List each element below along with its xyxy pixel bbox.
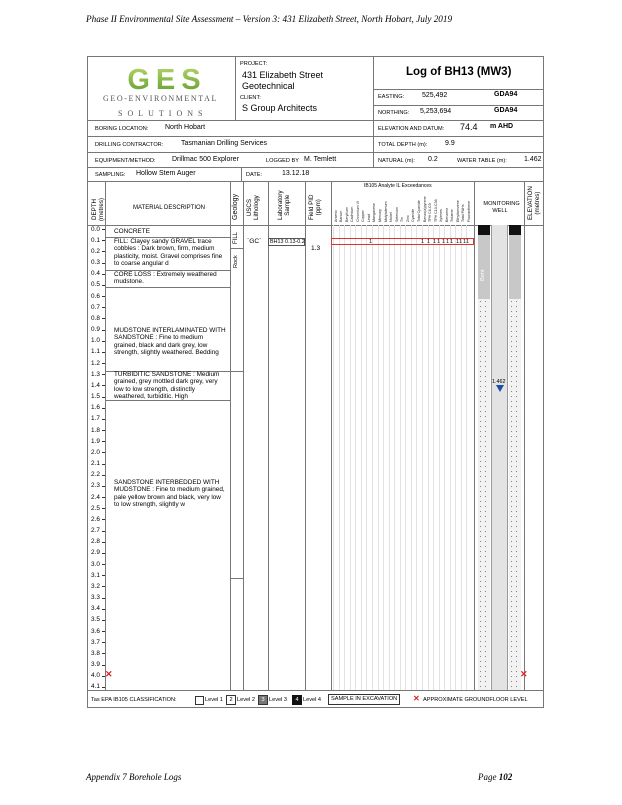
geology-fill-label: FILL [233, 231, 239, 244]
legend-approx-ground: APPROXIMATE GROUNDFLOOR LEVEL [423, 697, 528, 703]
exceedance-mark: 1 [433, 239, 436, 245]
logged-by-value: M. Temlett [304, 156, 337, 163]
analyte-header: IB105 Analyte IL Exceedances [364, 183, 432, 189]
well-casing-top-right [509, 225, 521, 235]
depth-tick [102, 519, 105, 520]
depth-tick [102, 318, 105, 319]
well-seal-right [509, 235, 521, 299]
depth-tick [102, 598, 105, 599]
depth-tick-label: 3.4 [91, 605, 100, 613]
depth-tick [102, 430, 105, 431]
log-title: Log of BH13 (MW3) [406, 66, 512, 78]
analyte-header-label: Zinc [405, 215, 410, 222]
depth-tick-label: 2.5 [91, 504, 100, 512]
field-pid-column-header: Field PID (ppm) [308, 194, 322, 220]
depth-tick [102, 586, 105, 587]
depth-tick [102, 285, 105, 286]
legend-level2-swatch: 2 [226, 695, 236, 705]
ges-logo-mark [112, 64, 222, 92]
depth-tick-label: 0.2 [91, 247, 100, 255]
project-label: PROJECT: [240, 61, 268, 67]
exceedance-mark: 1 [442, 239, 445, 245]
analyte-header-label: Cyanide [411, 208, 416, 222]
analyte-header-label: Total Cyanide [416, 200, 421, 222]
depth-tick [102, 419, 105, 420]
depth-tick-label: 1.5 [91, 393, 100, 401]
analyte-header-label: Xylenes [439, 209, 444, 222]
depth-tick-label: 3.1 [91, 571, 100, 579]
depth-tick [102, 307, 105, 308]
project-name-1: 431 Elizabeth Street [242, 70, 324, 80]
depth-tick-label: 4.1 [91, 683, 100, 691]
analyte-header-label: Mercury [378, 209, 382, 222]
water-table-marker-label: 1.462 [492, 379, 506, 385]
analyte-gridline [394, 225, 395, 690]
easting-value: 525,492 [422, 92, 448, 99]
well-casing-top-left [478, 225, 490, 235]
depth-tick-label: 0.4 [91, 270, 100, 278]
depth-tick [102, 653, 105, 654]
equipment-value: Drillmac 500 Explorer [172, 156, 239, 163]
legend-level4: Level 4 [303, 697, 322, 703]
water-table-triangle-icon [496, 385, 504, 392]
depth-tick-label: 2.6 [91, 515, 100, 523]
analyte-gridline [355, 225, 356, 690]
legend-level3: Level 3 [269, 697, 288, 703]
analyte-header-label: Nickel [389, 212, 394, 222]
legend-level4-swatch: 4 [292, 695, 302, 705]
material-column-header: MATERIAL DESCRIPTION [133, 205, 206, 211]
logo-line-1: GEO-ENVIRONMENTAL [103, 94, 218, 103]
depth-tick-label: 3.9 [91, 661, 100, 669]
ges-logo-letters: GES [127, 64, 207, 92]
depth-tick [102, 352, 105, 353]
legend-level1-swatch [195, 696, 204, 705]
base-marker-right-icon: ✕ [520, 669, 528, 679]
depth-tick-label: 2.2 [91, 471, 100, 479]
depth-tick [102, 542, 105, 543]
client-label: CLIENT: [240, 95, 261, 101]
layer-fill-description: FILL: Clayey sandy GRAVEL trace cobbles : Dark brown, firm, medium plasticity, moist. Gravel comprises fine to coarse angular d [114, 238, 223, 267]
analyte-gridline [455, 225, 456, 690]
depth-tick-label: 1.4 [91, 381, 100, 389]
depth-tick [102, 374, 105, 375]
page-label: Page [478, 772, 497, 782]
well-sand-pack-left [478, 299, 490, 690]
sampling-value: Hollow Stem Auger [136, 170, 196, 177]
equipment-label: EQUIPMENT/METHOD: [95, 158, 156, 164]
exceedance-mark: 1 [427, 239, 430, 245]
depth-tick [102, 508, 105, 509]
depth-tick-label: 1.6 [91, 404, 100, 412]
analyte-header-label: Total PAHs [461, 204, 466, 222]
analyte-gridline [422, 225, 423, 690]
depth-tick [102, 475, 105, 476]
uscs-code: `GC` [247, 238, 262, 245]
exceedance-mark: 1 [456, 239, 459, 245]
analyte-gridline [466, 225, 467, 690]
analyte-header-label: Fluoranthene [466, 200, 471, 222]
depth-tick [102, 408, 105, 409]
analyte-gridline [361, 225, 362, 690]
analyte-gridline [372, 225, 373, 690]
ges-logo [112, 64, 222, 92]
depth-tick [102, 464, 105, 465]
legend-sample-in-excavation: SAMPLE IN EXCAVATION [328, 694, 400, 705]
depth-tick [102, 631, 105, 632]
analyte-gridline [433, 225, 434, 690]
depth-tick-label: 2.3 [91, 482, 100, 490]
sample-pid: 1.3 [311, 245, 321, 252]
layer-sandstone-description: SANDSTONE INTERBEDDED WITH MUDSTONE : Fine to medium grained, pale yellow brown and black, very low to low strength, slightly w [114, 479, 225, 508]
analyte-gridline [333, 225, 334, 690]
depth-tick-label: 0.5 [91, 281, 100, 289]
well-bentonite-label: Bent [480, 269, 486, 281]
page-footer-right [478, 772, 512, 782]
northing-label: NORTHING: [378, 110, 410, 116]
uscs-column-header: USCS Lithology [246, 195, 260, 220]
depth-tick [102, 397, 105, 398]
depth-tick [102, 497, 105, 498]
analyte-gridline [339, 225, 340, 690]
layer-turbiditic-sandstone-description: TURBIDITIC SANDSTONE : Medium grained, grey mottled dark grey, very low to low strength, distinctly weathered, turbiditic. High [114, 371, 220, 400]
elevation-label: ELEVATION AND DATUM: [378, 126, 445, 132]
depth-tick [102, 531, 105, 532]
base-marker-left-icon: ✕ [105, 669, 113, 679]
analyte-gridline [411, 225, 412, 690]
depth-tick [102, 687, 105, 688]
analyte-header-label: Chromium VI [355, 201, 360, 222]
legend-level2: Level 2 [237, 697, 256, 703]
depth-tick [102, 452, 105, 453]
exceedance-mark: 1 [421, 239, 424, 245]
legend-level1: Level 1 [205, 697, 224, 703]
depth-tick-label: 3.5 [91, 616, 100, 624]
lab-sample-column-header: Laboratory Sample [277, 190, 291, 220]
exceedance-mark: 1 [459, 239, 462, 245]
analyte-gridline [439, 225, 440, 690]
depth-tick [102, 385, 105, 386]
depth-tick-label: 2.4 [91, 493, 100, 501]
layer-mudstone-description: MUDSTONE INTERLAMINATED WITH SANDSTONE : Fine to medium grained, black and dark grey, low strength, slightly weathered. Bedding [114, 327, 226, 356]
easting-datum: GDA94 [494, 91, 518, 98]
depth-tick-label: 0.1 [91, 236, 100, 244]
depth-tick-label: 2.8 [91, 538, 100, 546]
exceedance-mark: 1 [437, 239, 440, 245]
depth-tick [102, 620, 105, 621]
well-sand-pack-right [509, 299, 521, 690]
depth-tick-label: 0.8 [91, 314, 100, 322]
water-table-label: WATER TABLE (m): [457, 158, 507, 164]
northing-datum: GDA94 [494, 107, 518, 114]
analyte-gridline [428, 225, 429, 690]
legend-title: Tas EPA IB105 CLASSIFICATION: [91, 697, 177, 703]
logged-by-label: LOGGED BY [266, 158, 299, 164]
depth-tick-label: 4.0 [91, 672, 100, 680]
legend-ground-marker-icon: ✕ [413, 694, 420, 703]
analyte-header-label: TPH C6-C9 [428, 203, 432, 222]
analyte-header-label: Selenium [394, 207, 399, 222]
depth-tick-label: 3.6 [91, 627, 100, 635]
depth-tick-label: 1.0 [91, 337, 100, 345]
exceedance-mark: 1 [446, 239, 449, 245]
analyte-header-label: Benzene [444, 207, 449, 222]
analyte-gridline [378, 225, 379, 690]
monitoring-well-header: MONITORING WELL [483, 201, 520, 214]
depth-tick-label: 1.9 [91, 437, 100, 445]
depth-tick-label: 2.7 [91, 527, 100, 535]
depth-tick [102, 553, 105, 554]
analyte-gridline [444, 225, 445, 690]
depth-tick-label: 0.3 [91, 259, 100, 266]
analyte-header-label: Tin [400, 217, 405, 222]
drilling-contractor-value: Tasmanian Drilling Services [181, 140, 267, 147]
analyte-header-label: Molybdenum [383, 201, 388, 222]
analyte-header-label: Manganese [372, 203, 377, 222]
page-header: Phase II Environmental Site Assessment – Version 3: 431 Elizabeth Street, North Hobart, July 2019 [86, 14, 453, 24]
analyte-header-label: Benzo(a)pyrene [422, 196, 427, 222]
depth-tick [102, 330, 105, 331]
legend-level3-swatch: 3 [258, 695, 268, 705]
depth-tick-label: 3.2 [91, 582, 100, 590]
analyte-gridline [405, 225, 406, 690]
depth-tick-label: 1.8 [91, 426, 100, 434]
geology-column-header: Geology [232, 193, 239, 220]
analyte-gridline [416, 225, 417, 690]
depth-tick-label: 3.3 [91, 594, 100, 602]
natural-value: 0.2 [428, 156, 438, 163]
depth-tick-label: 0.7 [91, 303, 100, 311]
exceedance-mark: 1 [463, 239, 466, 245]
depth-tick-label: 3.7 [91, 638, 100, 646]
northing-value: 5,253,694 [420, 108, 452, 115]
client-name: S Group Architects [242, 103, 318, 113]
analyte-header-label: Lead [366, 214, 371, 222]
layer-concrete-description: CONCRETE [114, 228, 150, 235]
analyte-header-label: Arsenic [333, 210, 338, 222]
depth-tick-label: 1.1 [91, 348, 100, 356]
depth-tick [102, 363, 105, 364]
analyte-gridline [461, 225, 462, 690]
depth-tick-label: 0.9 [91, 326, 100, 334]
depth-tick-label: 3.8 [91, 649, 100, 657]
drilling-contractor-label: DRILLING CONTRACTOR: [95, 142, 164, 148]
analyte-gridline [366, 225, 367, 690]
layer-core-loss-description: CORE LOSS : Extremely weathered mudstone. [114, 271, 217, 286]
analyte-header-label: Beryllium [344, 207, 349, 222]
well-seal-left [478, 235, 490, 299]
depth-tick-label: 3.0 [91, 560, 100, 568]
analyte-header-label: Toluene [450, 209, 455, 222]
depth-tick [102, 486, 105, 487]
analyte-gridline [344, 225, 345, 690]
depth-tick [102, 609, 105, 610]
depth-tick [102, 575, 105, 576]
elevation-value: 74.4 [460, 122, 478, 132]
elevation-unit: m AHD [490, 123, 514, 130]
project-name-2: Geotechnical [242, 81, 295, 91]
easting-label: EASTING: [378, 94, 405, 100]
boring-location-label: BORING LOCATION: [95, 126, 149, 132]
page-footer-left: Appendix 7 Borehole Logs [86, 772, 182, 782]
logo-line-2: SOLUTIONS [118, 109, 208, 118]
depth-tick [102, 263, 105, 264]
depth-column-header: DEPTH (metres) [91, 197, 105, 221]
analyte-header-label: Barium [339, 210, 344, 222]
depth-tick-label: 2.1 [91, 460, 100, 468]
analyte-gridline [389, 225, 390, 690]
depth-tick-label: 1.3 [91, 370, 100, 378]
depth-tick-label: 1.2 [91, 359, 100, 367]
depth-tick [102, 642, 105, 643]
depth-tick-label: 0.0 [91, 225, 100, 233]
depth-tick [102, 274, 105, 275]
depth-tick-label: 0.6 [91, 292, 100, 300]
page-number: 102 [498, 772, 513, 782]
depth-tick [102, 564, 105, 565]
sample-id: BH13 0.13-0.2 [270, 239, 305, 245]
geology-rock-label: Rock [233, 255, 239, 268]
analyte-gridline [400, 225, 401, 690]
depth-tick [102, 229, 105, 230]
sampling-label: SAMPLING: [95, 172, 126, 178]
date-value: 13.12.18 [282, 170, 310, 177]
depth-tick [102, 665, 105, 666]
depth-tick [102, 441, 105, 442]
boring-location-value: North Hobart [165, 124, 206, 131]
date-label: DATE: [246, 172, 263, 178]
depth-tick [102, 296, 105, 297]
exceedance-mark: 1 [450, 239, 453, 245]
water-table-value: 1.462 [524, 156, 542, 163]
analyte-gridline [383, 225, 384, 690]
depth-tick [102, 341, 105, 342]
well-pipe [491, 225, 508, 690]
total-depth-label: TOTAL DEPTH (m): [378, 142, 428, 148]
natural-label: NATURAL (m): [378, 158, 415, 164]
depth-tick-label: 1.7 [91, 415, 100, 423]
depth-tick-label: 2.9 [91, 549, 100, 557]
depth-tick [102, 240, 105, 241]
exceedance-mark: 1 [369, 239, 372, 245]
analyte-gridline [350, 225, 351, 690]
depth-tick-label: 2.0 [91, 448, 100, 456]
total-depth-value: 9.9 [445, 140, 455, 147]
analyte-header-label: TPH C10-C36 [433, 199, 438, 222]
analyte-header-label: Cadmium [350, 206, 355, 222]
elevation-column-header: ELEVATION (metres) [527, 186, 541, 220]
depth-tick [102, 251, 105, 252]
analyte-header-label: Ethylbenzene [455, 200, 460, 222]
analyte-gridline [450, 225, 451, 690]
analyte-header-label: Copper [361, 210, 366, 222]
exceedance-mark: 1 [466, 239, 469, 245]
